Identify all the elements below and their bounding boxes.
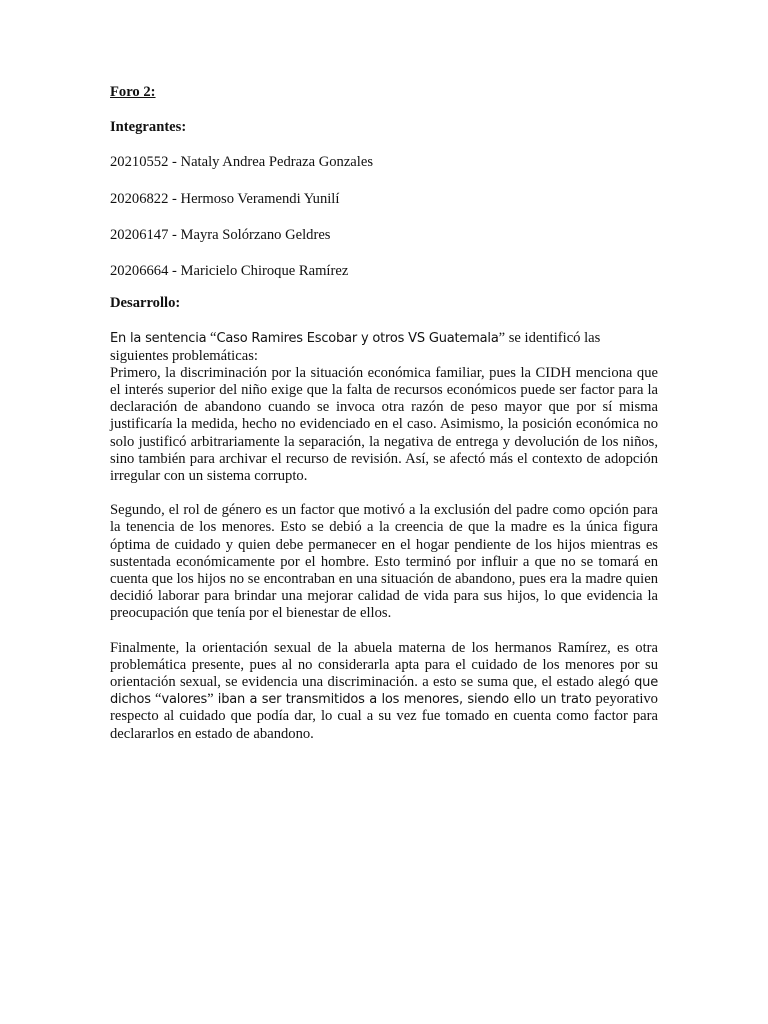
p3-part-g: peyorativo respecto al cuidado que podía dar, lo cual a su vez fue tomado en cuenta como factor para declararlos en estado de abandono.	[110, 691, 658, 742]
desarrollo-heading: Desarrollo:	[110, 295, 181, 312]
p3-part-b: que dichos	[110, 675, 658, 708]
member-4: 20206664 - Maricielo Chiroque Ramírez	[110, 263, 349, 280]
integrantes-heading: Integrantes:	[110, 119, 187, 136]
member-2: 20206822 - Hermoso Veramendi Yunilí	[110, 190, 340, 207]
p3-part-f: iban a ser transmitidos a los menores, siendo ello un trato	[217, 692, 592, 708]
paragraph-segundo: Segundo, el rol de género es un factor que motivó a la exclusión del padre como opción para la tenencia de los menores. Esto se debió a la creencia de que la madre es la única figura óptima de cuidado y quien debe permanecer en el hogar pendiente de los hijos mientras es sustentada económicamente por el hombre. Esto terminó por influir a que no se tomará en cuenta que los hijos no se encontraban en una situación de abandono, pues era la madre quien decidió laborar para brindar una mejorar calidad de vida para sus hijos, lo que evidencia la preocupación que tenía por el bienestar de ellos.	[110, 502, 658, 622]
intro-close: ” se identificó las siguientes problemáticas:	[110, 330, 601, 364]
member-1: 20210552 - Nataly Andrea Pedraza Gonzales	[110, 154, 374, 171]
intro-lead: En la sentencia	[110, 331, 207, 347]
document-page	[110, 84, 658, 743]
p3-part-a: Finalmente, la orientación sexual de la abuela materna de los hermanos Ramírez, es otra problemática presente, pues al no considerarla apta para el cuidado de los menores por su orientación sexual, se evidencia una discriminación. a esto se suma que, el estado alegó	[110, 639, 658, 691]
p3-part-e: ”	[207, 691, 218, 708]
document-title: Foro 2:	[110, 84, 156, 100]
p3-part-c: “	[150, 691, 162, 708]
paragraph-primero: Primero, la discriminación por la situación económica familiar, pues la CIDH menciona que el interés superior del niño exige que la falta de recursos económicos puede ser factor para la declaración de abandono cuando se invoca otra razón de peso mayor que por sí misma justificaría la medida, hecho no evidenciado en el caso. Asimismo, la posición económica no solo justificó arbitrariamente la separación, la negativa de entrega y devolución de los niños, sino también para archivar el recurso de revisión. Así, se afectó más el contexto de adopción irregular con un sistema corrupto.	[110, 364, 658, 485]
intro-open-quote: “	[206, 330, 217, 347]
intro-paragraph	[110, 330, 658, 364]
paragraph-finalmente	[110, 640, 658, 743]
p3-part-d: valores	[161, 692, 208, 708]
member-3: 20206147 - Mayra Solórzano Geldres	[110, 226, 331, 243]
case-name: Caso Ramires Escobar y otros VS Guatemala	[216, 331, 499, 347]
